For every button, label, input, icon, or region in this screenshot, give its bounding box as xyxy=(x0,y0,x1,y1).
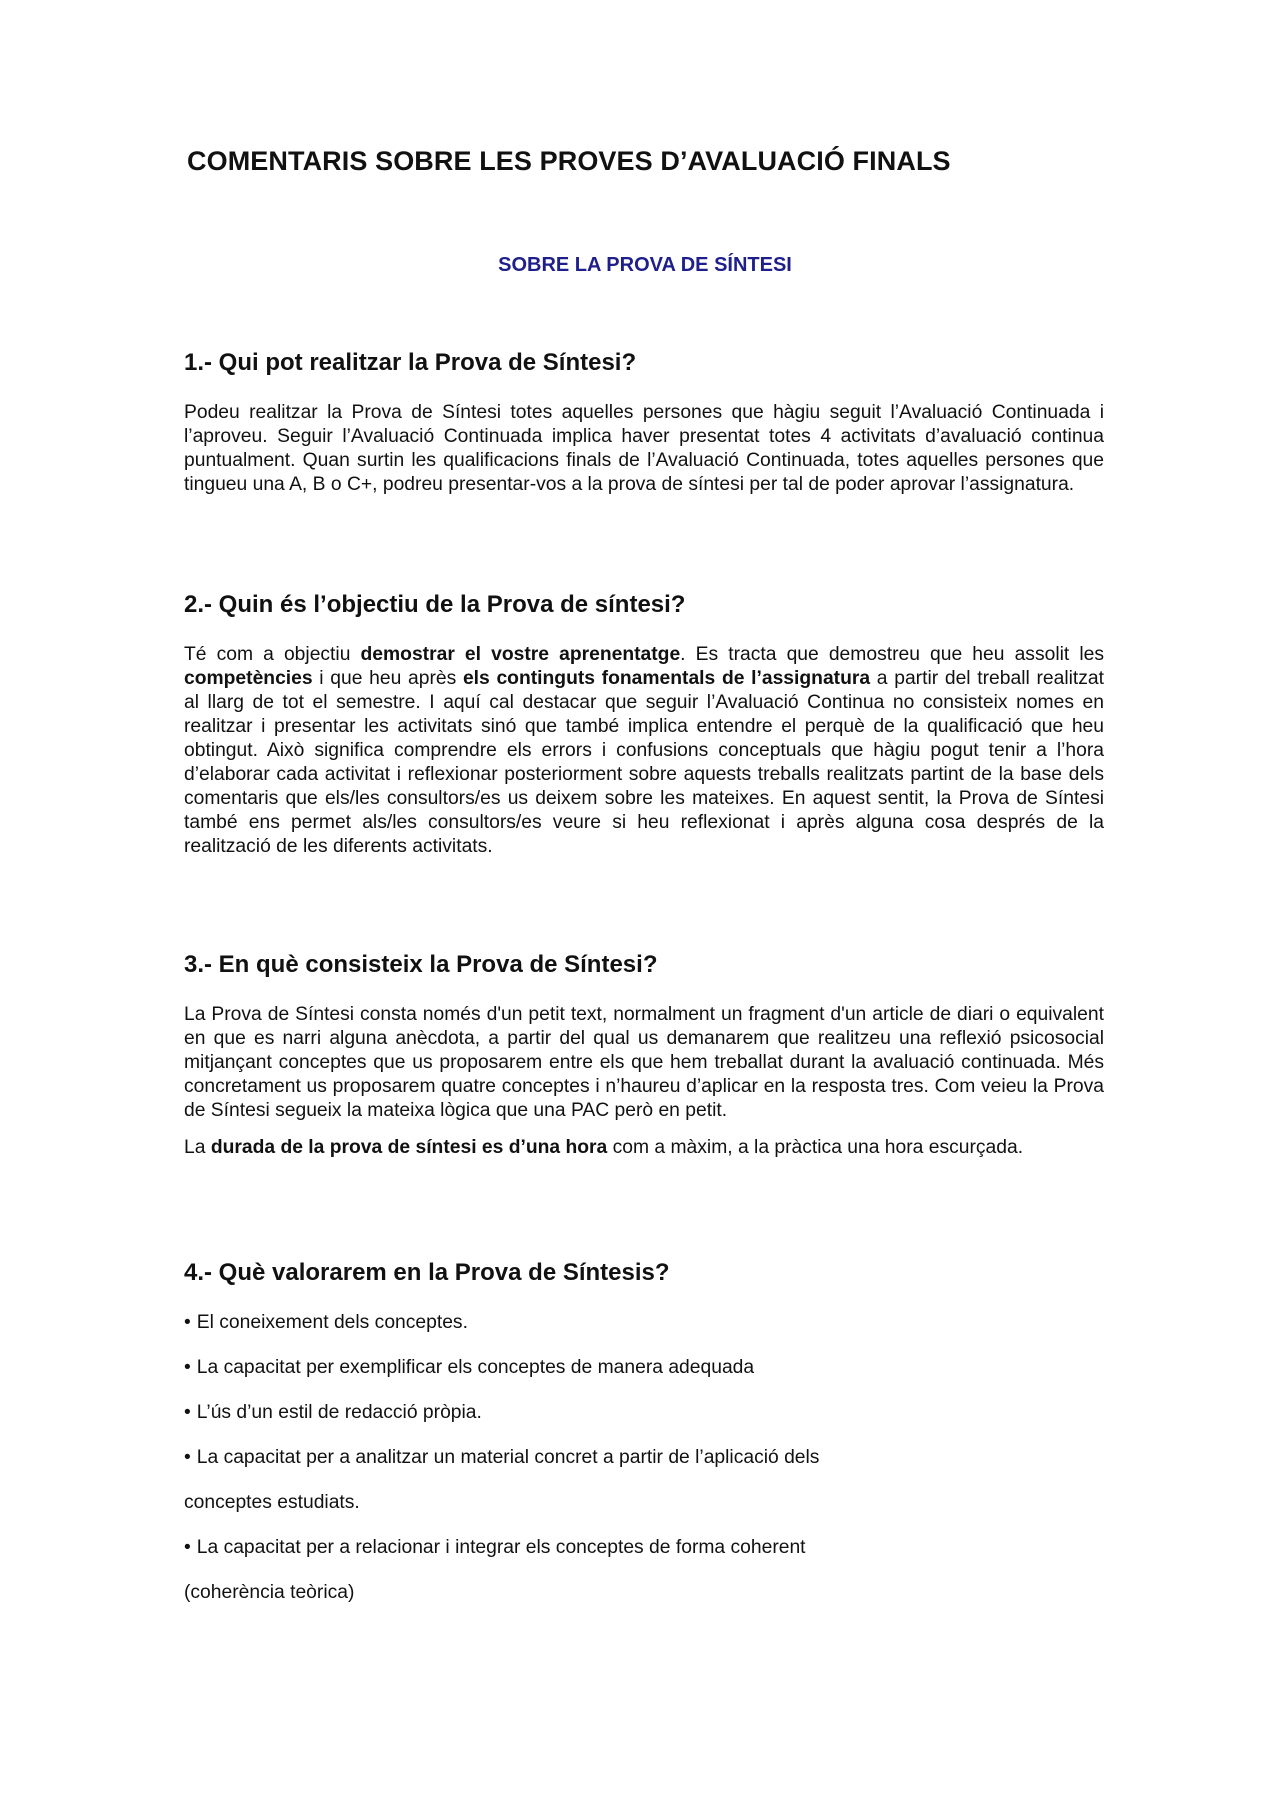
list-item-continuation: conceptes estudiats. xyxy=(184,1492,360,1513)
section-evaluation-criteria xyxy=(184,1259,1104,1626)
section-heading: 4.- Què valorarem en la Prova de Síntesis? xyxy=(184,1259,670,1286)
bullet: • xyxy=(184,1402,191,1423)
list-item xyxy=(184,1356,1104,1380)
bullet: • xyxy=(184,1312,191,1333)
bullet: • xyxy=(184,1447,191,1468)
criteria-list xyxy=(184,1311,1104,1605)
list-item-text: La capacitat per exemplificar els conceptes de manera adequada xyxy=(196,1357,755,1378)
list-item-text: L’ús d’un estil de redacció pròpia. xyxy=(196,1402,482,1423)
text-run: a partir del treball realitzat al llarg de tot el semestre. I aquí cal destacar que seguir l’Avaluació Continua no consisteix nomes en realitzar i presentar les activitats sinó que també implica entendre el perquè de la qualificació que heu obtingut. Això significa comprendre els errors i confusions conceptuals que hàgiu pogut tenir a l’hora d’elaborar cada activitat i reflexionar posteriorment sobre aquests treballs realitzats partint de la base dels comentaris que els/les consultors/es us deixem sobre les mateixes. En aquest sentit, la Prova de Síntesi també ens permet als/les consultors/es veure si heu reflexionat i après alguna cosa després de la realització de les diferents activitats. xyxy=(184,668,1105,857)
bold-run: competències xyxy=(184,668,313,689)
bold-run: durada de la prova de síntesi es d’una hora xyxy=(210,1137,608,1158)
list-item xyxy=(184,1536,1104,1560)
section-who-can-take xyxy=(184,349,1104,497)
document-subtitle: SOBRE LA PROVA DE SÍNTESI xyxy=(498,254,792,276)
text-run: La xyxy=(184,1137,211,1158)
list-item-continuation: (coherència teòrica) xyxy=(184,1582,355,1603)
section-what-it-consists xyxy=(184,951,1104,1160)
list-item-text: La capacitat per a analitzar un material concret a partir de l’aplicació dels xyxy=(196,1447,820,1468)
bullet: • xyxy=(184,1537,191,1558)
section-paragraph xyxy=(184,643,1104,859)
list-item xyxy=(184,1401,1104,1425)
list-item xyxy=(184,1446,1104,1470)
section-heading: 3.- En què consisteix la Prova de Síntesi? xyxy=(184,951,658,978)
section-paragraph: La Prova de Síntesi consta només d'un petit text, normalment un fragment d'un article de diari o equivalent en que es narri alguna anècdota, a partir del qual us demanarem que realitzeu una reflexió psicosocial mitjançant conceptes que us proposarem entre els que hem treballat durant la avaluació continuada. Més concretament us proposarem quatre conceptes i n’haureu d’aplicar en la resposta tres. Com veieu la Prova de Síntesi segueix la mateixa lògica que una PAC però en petit. xyxy=(184,1004,1104,1121)
list-item-text: La capacitat per a relacionar i integrar els conceptes de forma coherent xyxy=(196,1537,806,1558)
duration-paragraph xyxy=(184,1136,1104,1160)
document-title: COMENTARIS SOBRE LES PROVES D’AVALUACIÓ FINALS xyxy=(187,146,951,176)
bullet: • xyxy=(184,1357,191,1378)
text-run: Té com a objectiu xyxy=(184,644,361,665)
section-heading: 1.- Qui pot realitzar la Prova de Síntesi? xyxy=(184,349,637,376)
section-heading: 2.- Quin és l’objectiu de la Prova de síntesi? xyxy=(184,591,686,618)
list-item xyxy=(184,1311,1104,1335)
text-run: . Es tracta que demostreu que heu assolit les xyxy=(680,644,1104,665)
section-objective xyxy=(184,591,1104,859)
text-run: com a màxim, a la pràctica una hora escurçada. xyxy=(607,1137,1024,1158)
section-paragraph: Podeu realitzar la Prova de Síntesi totes aquelles persones que hàgiu seguit l’Avaluació Continuada i l’aproveu. Seguir l’Avaluació Continuada implica haver presentat totes 4 activitats d’avaluació continua puntualment. Quan surtin les qualificacions finals de l’Avaluació Continuada, totes aquelles persones que tingueu una A, B o C+, podreu presentar-vos a la prova de síntesi per tal de poder aprovar l’assignatura. xyxy=(184,402,1104,495)
text-run: i que heu après xyxy=(312,668,463,689)
bold-run: els continguts fonamentals de l’assignatura xyxy=(462,668,871,689)
list-item-text: El coneixement dels conceptes. xyxy=(196,1312,468,1333)
bold-run: demostrar el vostre aprenentatge xyxy=(360,644,681,665)
